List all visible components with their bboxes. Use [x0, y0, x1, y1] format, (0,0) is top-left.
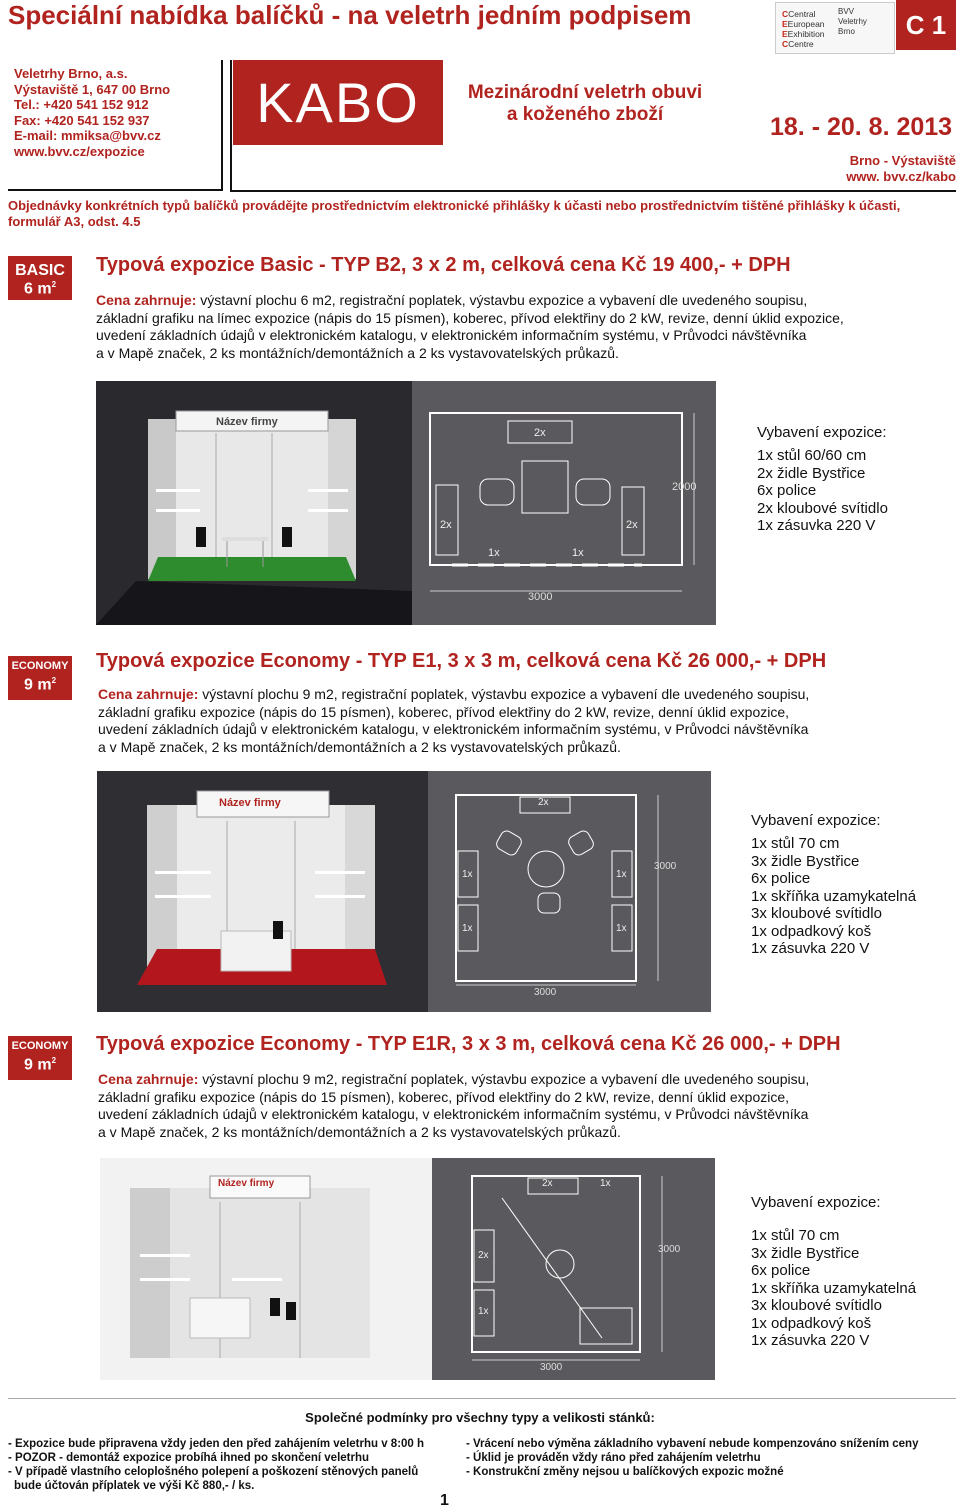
plan-depth: 3000: [654, 861, 677, 872]
cee-bvv-logo: [775, 2, 895, 54]
section-description: Cena zahrnuje: výstavní plochu 9 m2, registrační poplatek, výstavbu expozice a vybavení dle uvedeného soupisu, základní grafiku expozice (nápis do 15 písmen), koberec, přívod elektřiny do 2 kW, revize, denní úklid expozice, uvedení základních údajů v elektronickém katalogu, v elektronickém informačním systému, v Průvodci návštěvníka a v Mapě značek, 2 ks montážních/demontážních a 2 ks vystavovatelských průkazů.: [98, 686, 810, 755]
equipment-item: 3x kloubové svítidlo: [751, 1297, 882, 1314]
equipment-item: 1x zásuvka 220 V: [751, 1332, 870, 1349]
plan-depth: 2000: [672, 481, 697, 493]
equipment-item: 2x židle Bystřice: [757, 464, 866, 482]
catalog-badge: C 1: [896, 0, 956, 50]
size-badge: ECONOMY 9 $m^2$: [8, 1036, 72, 1080]
header-rule: [230, 190, 956, 192]
equipment-item: 1x zásuvka 220 V: [751, 940, 870, 957]
booth-render: [97, 771, 428, 1012]
section-title: Typová expozice Basic - TYP B2, 3 x 2 m, celková cena Kč 19 400,- + DPH: [96, 254, 791, 276]
booth-render: [100, 1158, 432, 1380]
section-description: Cena zahrnuje: výstavní plochu 9 m2, registrační poplatek, výstavbu expozice a vybavení dle uvedeného soupisu, základní grafiku expozice (nápis do 15 písmen), koberec, přívod elektřiny do 2 kW, revize, denní úklid expozice, uvedení základních údajů v elektronickém katalogu, v elektronickém informačním systému, v Průvodci návštěvníka a v Mapě značek, 2 ks montážních/demontážních a 2 ks vystavovatelských průkazů.: [98, 1071, 810, 1140]
fair-web-link[interactable]: www. bvv.cz/kabo: [846, 169, 956, 184]
condition-item: - POZOR - demontáž expozice probíhá ihned po skončení veletrhu: [8, 1452, 370, 1464]
contact-block: [8, 60, 223, 191]
condition-item: - Úklid je prováděn vždy ráno před zahájením veletrhu: [466, 1452, 761, 1464]
fair-dates: 18. - 20. 8. 2013: [770, 113, 953, 141]
footer-rule: [8, 1398, 956, 1399]
condition-item: - V případě vlastního celoplošného polepení a poškození stěnových panelů: [8, 1466, 419, 1478]
condition-item: - Expozice bude připravena vždy jeden den před zahájením veletrhu v 8:00 h: [8, 1438, 425, 1450]
size-badge: ECONOMY 9 $m^2$: [8, 656, 72, 700]
size-badge: BASIC 6 $m^2$: [8, 256, 72, 300]
equipment-block: [751, 812, 916, 958]
section-title: Typová expozice Economy - TYP E1, 3 x 3 m, celková cena Kč 26 000,- + DPH: [96, 650, 827, 672]
footer-heading: Společné podmínky pro všechny typy a velikosti stánků:: [305, 1410, 655, 1425]
equipment-block: [757, 424, 888, 535]
condition-item: - Vrácení nebo výměna základního vybavení nebude kompenzováno snížením ceny: [466, 1438, 919, 1450]
equipment-item: 1x odpadkový koš: [751, 922, 872, 940]
booth-sign: Název firmy: [218, 1178, 275, 1189]
equipment-item: 1x odpadkový koš: [751, 1314, 872, 1332]
equipment-item: 1x skříňka uzamykatelná: [751, 887, 917, 905]
contact-email[interactable]: E-mail: mmiksa@bvv.cz: [14, 128, 161, 143]
condition-item: bude účtován příplatek ve výši Kč 880,- / ks.: [14, 1480, 255, 1492]
floor-plan: 2x 1x 1x 1x 1x 3000 3000: [428, 771, 711, 1012]
contact-web-link[interactable]: www.bvv.cz/expozice: [14, 143, 145, 159]
plan-depth: 3000: [658, 1244, 681, 1255]
contact-line: Veletrhy Brno, a.s.: [14, 66, 128, 81]
equipment-item: 1x stůl 60/60 cm: [757, 447, 867, 464]
contact-line: Výstaviště 1, 647 00 Brno: [14, 81, 171, 97]
booth-sign: Název firmy: [216, 416, 278, 428]
equipment-item: 1x stůl 70 cm: [751, 835, 840, 852]
plan-width: 3000: [534, 987, 557, 998]
section-title: Typová expozice Economy - TYP E1R, 3 x 3 m, celková cena Kč 26 000,- + DPH: [96, 1033, 841, 1055]
page-number: 1: [440, 1492, 449, 1509]
footer-conditions-left: [8, 1437, 458, 1493]
equipment-item: 3x kloubové svítidlo: [751, 905, 882, 922]
floor-plan: 2x 1x 2x 1x 3000 3000: [432, 1158, 715, 1380]
footer-conditions-right: [466, 1437, 956, 1479]
contact-line: Tel.: +420 541 152 912: [14, 97, 149, 112]
equipment-title: Vybavení expozice:: [751, 1194, 881, 1211]
floor-plan: 2x 2x 2x 1x 1x 3000 2000: [412, 381, 716, 625]
equipment-title: Vybavení expozice:: [757, 424, 887, 441]
bvv-logo-text: BVV Veletrhy Brno: [838, 7, 867, 36]
orders-note: Objednávky konkrétních typů balíčků provádějte prostřednictvím elektronické přihlášky k účasti nebo prostřednictvím tištěné přihlášky k účasti, formulář A3, odst. 4.5: [8, 198, 901, 229]
header-divider: [230, 60, 232, 192]
equipment-item: 1x skříňka uzamykatelná: [751, 1279, 917, 1297]
equipment-item: 6x police: [757, 482, 817, 499]
cee-logo-text: CCentral EEuropean EExhibition CCentre: [782, 9, 825, 49]
fair-place: Brno - Výstaviště www. bvv.cz/kabo: [846, 153, 956, 184]
fair-name: Mezinárodní veletrh obuvi a koženého zboží: [467, 82, 703, 125]
page-title: Speciální nabídka balíčků - na veletrh jedním podpisem: [8, 0, 692, 30]
booth-render: [96, 381, 412, 625]
condition-item: - Konstrukční změny nejsou u balíčkových expozic možné: [466, 1466, 784, 1478]
equipment-item: 3x židle Bystřice: [751, 1244, 860, 1262]
kabo-logo: KABO: [233, 60, 443, 145]
equipment-block: [751, 1194, 916, 1350]
equipment-item: 3x židle Bystřice: [751, 852, 860, 870]
equipment-item: 6x police: [751, 1262, 811, 1279]
equipment-item: 2x kloubové svítidlo: [757, 499, 888, 517]
contact-line: Fax: +420 541 152 937: [14, 112, 150, 128]
plan-width: 3000: [540, 1362, 563, 1373]
equipment-item: 1x zásuvka 220 V: [757, 517, 876, 534]
booth-sign: Název firmy: [219, 797, 281, 809]
plan-width: 3000: [528, 591, 553, 603]
equipment-title: Vybavení expozice:: [751, 812, 881, 829]
section-description: Cena zahrnuje: výstavní plochu 6 m2, registrační poplatek, výstavbu expozice a vybavení dle uvedeného soupisu, základní grafiku na límec expozice (nápis do 15 písmen), koberec, přívod elektřiny do 2 kW, revize, denní úklid expozice, uvedení základních údajů v elektronickém katalogu, v elektronickém informačním systému, v Průvodci návštěvníka a v Mapě značek, 2 ks montážních/demontážních a 2 ks vystavovatelských průkazů.: [96, 292, 844, 361]
equipment-item: 6x police: [751, 870, 811, 887]
equipment-item: 1x stůl 70 cm: [751, 1227, 840, 1244]
